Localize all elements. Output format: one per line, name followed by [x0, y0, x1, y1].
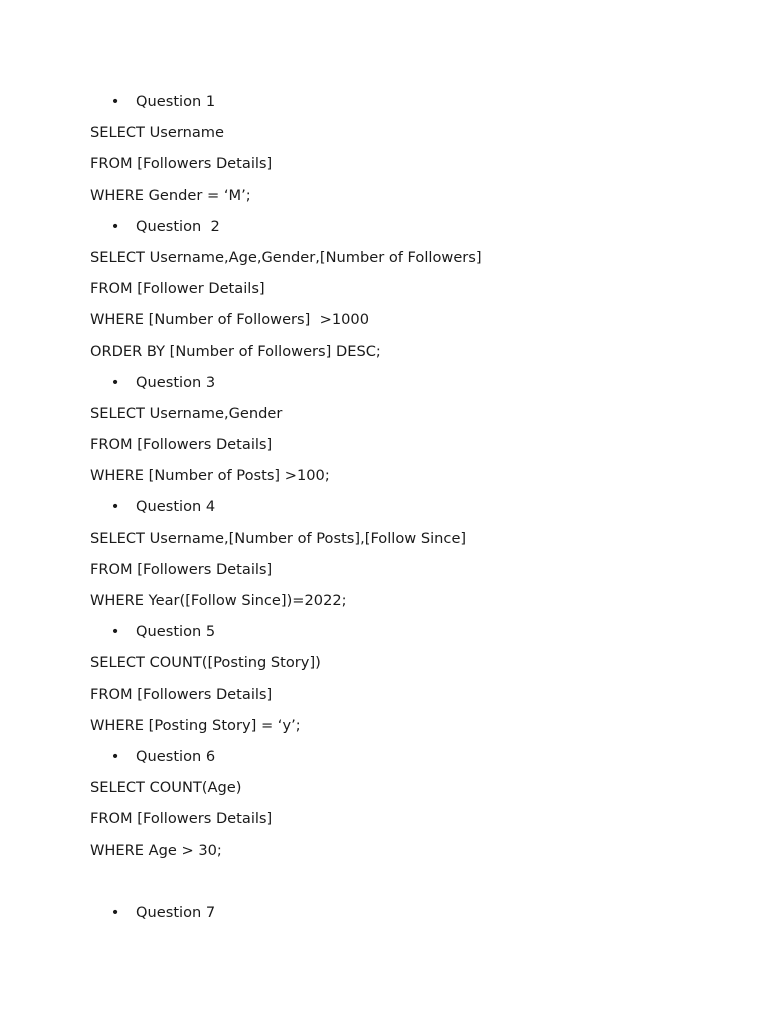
query-line: WHERE [Number of Posts] >100; — [90, 467, 330, 485]
query-line: FROM [Followers Details] — [90, 560, 273, 578]
question-4-heading — [90, 491, 730, 522]
query-line: WHERE Gender = ‘M’; — [90, 186, 251, 204]
question-label: Question 5 — [136, 623, 216, 641]
bullet-icon: • — [110, 217, 120, 235]
query-line: SELECT Username — [90, 124, 224, 142]
query-line: ORDER BY [Number of Followers] DESC; — [90, 342, 381, 360]
blank-line — [90, 866, 730, 897]
query-line: SELECT COUNT(Age) — [90, 779, 242, 797]
query-line: WHERE [Number of Followers] >1000 — [90, 311, 369, 329]
bullet-icon: • — [110, 498, 120, 516]
question-label: Question 3 — [136, 373, 216, 391]
query-line: FROM [Followers Details] — [90, 155, 273, 173]
query-line: FROM [Followers Details] — [90, 685, 273, 703]
query-line: WHERE Age > 30; — [90, 841, 222, 859]
bullet-icon: • — [110, 93, 120, 110]
query-line: FROM [Follower Details] — [90, 280, 265, 298]
bullet-icon: • — [110, 623, 120, 641]
question-label: Question 6 — [136, 747, 216, 765]
question-6-heading — [90, 741, 730, 772]
bullet-icon: • — [110, 747, 120, 765]
question-label: Question 1 — [136, 93, 216, 110]
query-line: WHERE Year([Follow Since])=2022; — [90, 592, 347, 609]
query-line: SELECT COUNT([Posting Story]) — [90, 654, 321, 672]
query-line: FROM [Followers Details] — [90, 436, 273, 454]
question-label: Question 2 — [136, 217, 220, 235]
query-line: SELECT Username,[Number of Posts],[Follow Since] — [90, 529, 467, 547]
query-line: FROM [Followers Details] — [90, 810, 273, 828]
question-2-heading — [90, 211, 730, 242]
query-line: SELECT Username,Gender — [90, 404, 283, 422]
query-line: WHERE [Posting Story] = ‘y’; — [90, 716, 301, 734]
query-line: SELECT Username,Age,Gender,[Number of Followers] — [90, 248, 482, 266]
question-label: Question 7 — [136, 903, 216, 921]
document-page — [90, 86, 730, 928]
bullet-icon: • — [110, 373, 120, 391]
question-3-heading — [90, 367, 730, 398]
bullet-icon: • — [110, 903, 120, 921]
question-5-heading — [90, 616, 730, 647]
question-1-heading — [90, 86, 730, 117]
question-7-heading — [90, 897, 730, 928]
question-label: Question 4 — [136, 498, 216, 516]
